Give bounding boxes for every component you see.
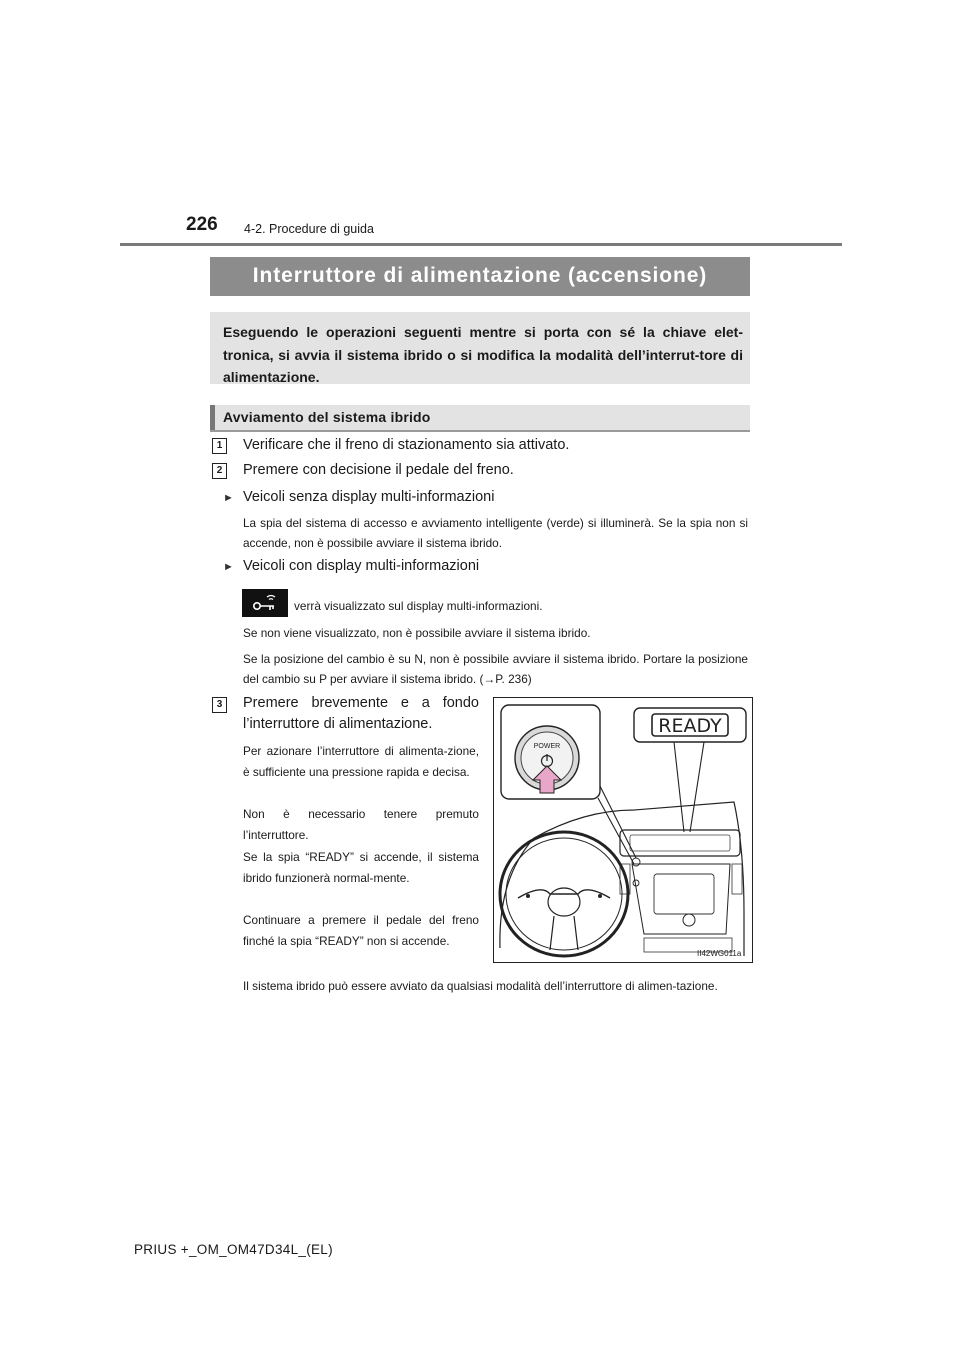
page-number: 226 <box>186 214 218 235</box>
variant-b-note-1: Se non viene visualizzato, non è possibile avviare il sistema ibrido. <box>243 626 591 640</box>
step-3-note-4: Continuare a premere il pedale del freno finché la spia “READY” non si accende. <box>243 913 479 948</box>
intro-box <box>210 312 750 384</box>
step-2-text: Premere con decisione il pedale del freno. <box>243 462 514 478</box>
illustration-code: II42WG011a <box>697 949 742 958</box>
step-number-2: 2 <box>212 463 227 479</box>
step-number-1: 1 <box>212 438 227 454</box>
section-label: 4-2. Procedure di guida <box>244 222 374 236</box>
power-button-label: POWER <box>533 743 561 750</box>
page-title: Interruttore di alimentazione (accensione) <box>252 264 708 287</box>
subsection-heading: Avviamento del sistema ibrido <box>223 409 431 425</box>
hybrid-system-indicator-icon <box>242 589 288 617</box>
subsection-bar <box>210 405 215 430</box>
dashboard-drawing <box>494 698 752 962</box>
subsection-heading-box <box>210 405 750 432</box>
bullet-arrow-icon: ► <box>223 561 234 573</box>
step-3-note-3: Se la spia “READY” si accende, il sistema ibrido funzionerà normal-mente. <box>243 850 479 885</box>
dashboard-illustration <box>493 697 753 963</box>
ready-label: READY <box>658 715 722 737</box>
document-code-footer: PRIUS +_OM_OM47D34L_(EL) <box>134 1242 333 1257</box>
bullet-arrow-icon: ► <box>223 492 234 504</box>
variant-a-body: La spia del sistema di accesso e avviamento intelligente (verde) si illuminerà. Se la spia non si accende, non è possibile avviare il sistema ibrido. <box>243 516 748 550</box>
step-1-text: Verificare che il freno di stazionamento sia attivato. <box>243 437 570 453</box>
step-number-3: 3 <box>212 697 227 713</box>
step-3-text-line1: Premere brevemente e a fondo <box>243 695 479 711</box>
step-3-text-line2: l’interruttore di alimentazione. <box>243 716 433 732</box>
page-title-box <box>210 257 750 296</box>
step-3-note-2: Non è necessario tenere premuto l’interruttore. <box>243 807 479 842</box>
indicator-caption: verrà visualizzato sul display multi-informazioni. <box>294 599 543 613</box>
variant-b-note-2: Se la posizione del cambio è su N, non è possibile avviare il sistema ibrido. Portare la posizione del cambio su P per avviare il sistema ibrido. (→P. 236) <box>243 652 748 686</box>
step-3-note-1: Per azionare l’interruttore di alimenta-zione, è sufficiente una pressione rapida e decisa. <box>243 744 479 779</box>
closing-note: Il sistema ibrido può essere avviato da qualsiasi modalità dell’interruttore di alimen-tazione. <box>243 979 718 993</box>
header-rule <box>120 243 842 246</box>
variant-b-heading: Veicoli con display multi-informazioni <box>243 558 480 574</box>
intro-text: Eseguendo le operazioni seguenti mentre si porta con sé la chiave elet-tronica, si avvia il sistema ibrido o si modifica la modalità dell’interrut-tore di alimentazione. <box>223 324 743 385</box>
variant-a-heading: Veicoli senza display multi-informazioni <box>243 489 495 505</box>
